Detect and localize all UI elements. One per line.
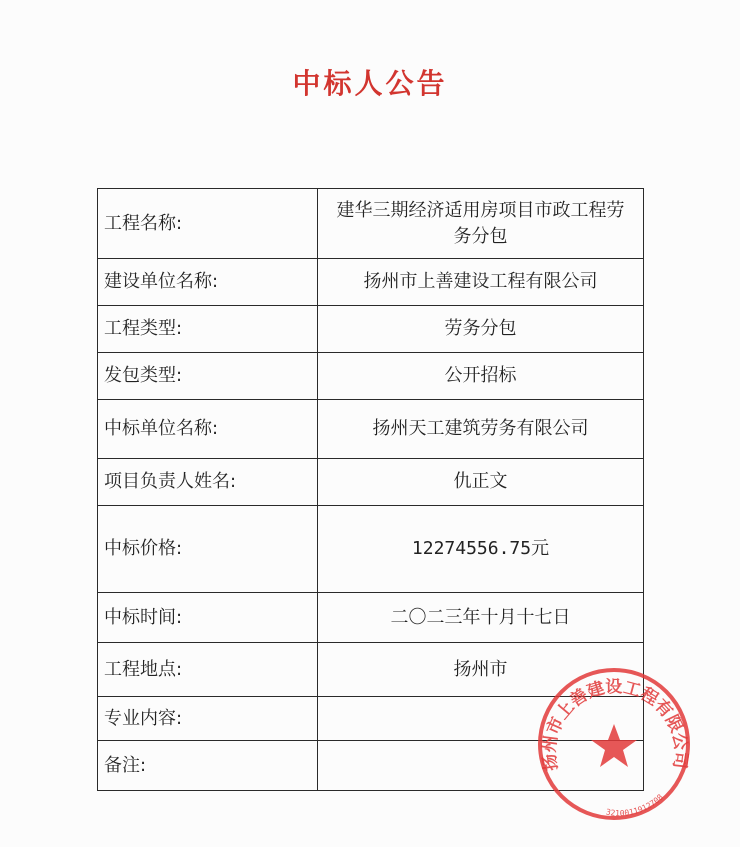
- row-value: [318, 189, 644, 259]
- row-value: 公开招标: [318, 353, 644, 400]
- row-value: 扬州天工建筑劳务有限公司: [318, 400, 644, 459]
- row-value: 仇正文: [318, 459, 644, 506]
- star-icon: [591, 724, 637, 767]
- table-row: [98, 459, 644, 506]
- row-label: 中标价格:: [98, 506, 318, 593]
- table-row: [98, 506, 644, 593]
- row-label: 项目负责人姓名:: [98, 459, 318, 506]
- row-label: 备注:: [98, 741, 318, 791]
- company-seal: [534, 664, 694, 824]
- row-value: 劳务分包: [318, 306, 644, 353]
- seal-code: 3210011912708: [605, 792, 665, 818]
- table-row: [98, 400, 644, 459]
- row-label: 建设单位名称:: [98, 259, 318, 306]
- row-label: 专业内容:: [98, 697, 318, 741]
- row-label: 工程名称:: [98, 189, 318, 259]
- row-value: 12274556.75元: [318, 506, 644, 593]
- table-row: [98, 593, 644, 643]
- table-row: [98, 189, 644, 259]
- table-row: [98, 353, 644, 400]
- row-value: 二〇二三年十月十七日: [318, 593, 644, 643]
- row-label: 中标单位名称:: [98, 400, 318, 459]
- row-value: 扬州市上善建设工程有限公司: [318, 259, 644, 306]
- page-title: 中标人公告: [292, 67, 448, 100]
- row-label: 工程地点:: [98, 643, 318, 697]
- project-name-value: 建华三期经济适用房项目市政工程劳务分包: [336, 199, 625, 247]
- row-value: 扬州市: [318, 643, 644, 697]
- seal-text: 扬州市上善建设工程有限公司: [539, 677, 691, 773]
- row-label: 工程类型:: [98, 306, 318, 353]
- table-row: [98, 306, 644, 353]
- table-row: [98, 259, 644, 306]
- row-label: 发包类型:: [98, 353, 318, 400]
- row-label: 中标时间:: [98, 593, 318, 643]
